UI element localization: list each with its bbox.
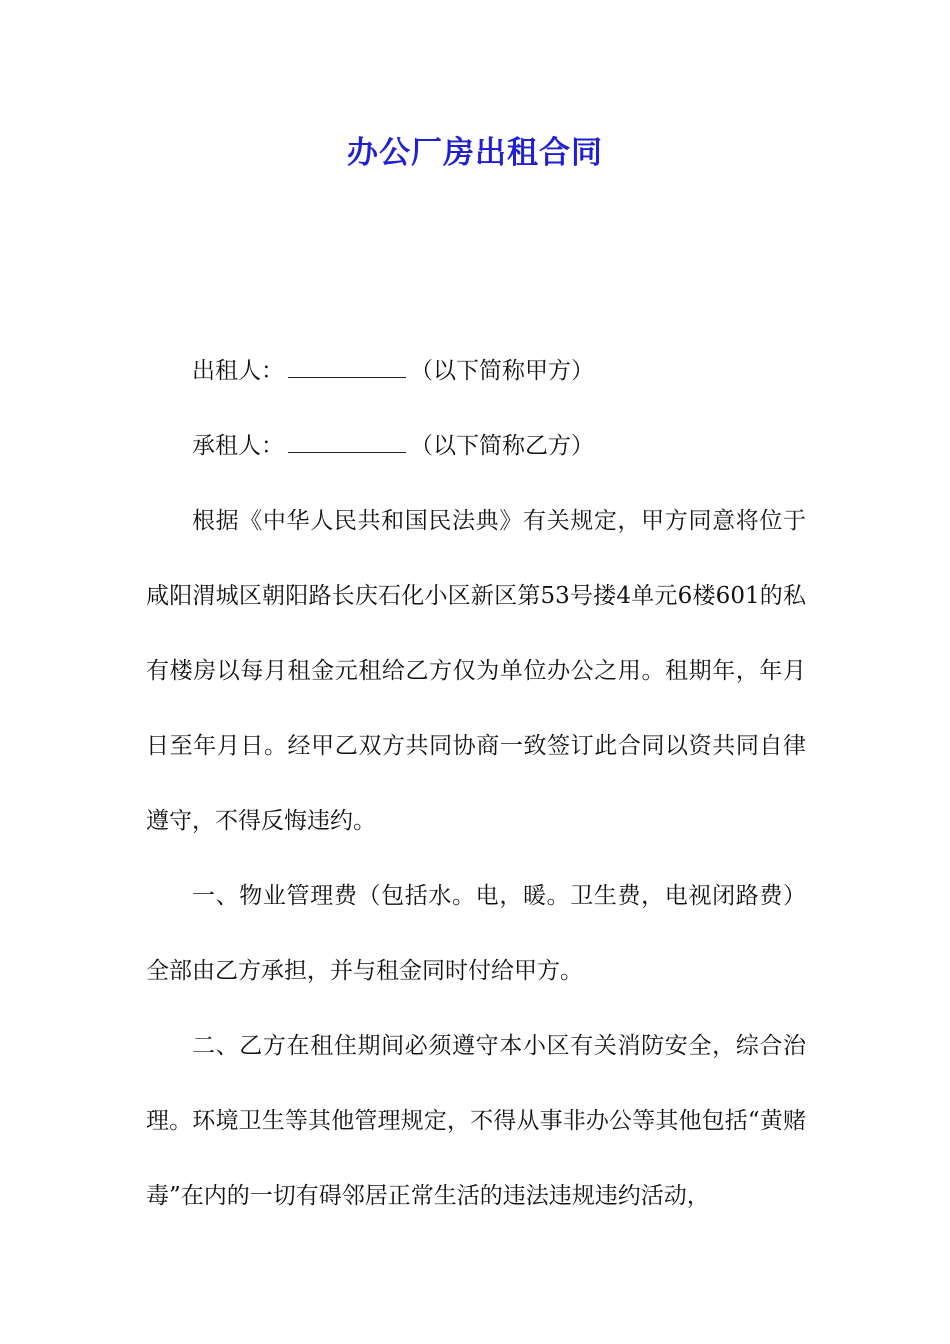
- lessee-label: 承租人：: [192, 433, 284, 459]
- document-body: [146, 334, 806, 1234]
- lessee-blank: [288, 432, 406, 453]
- paragraph-clause-2: 二、乙方在租住期间必须遵守本小区有关消防安全，综合治理。环境卫生等其他管理规定，不得从事非办公等其他包括“黄赌毒”在内的一切有碍邻居正常生活的违法违规违约活动，: [146, 1033, 806, 1209]
- lessee-line: [146, 409, 806, 484]
- document-title: 办公厂房出租合同: [347, 135, 603, 171]
- paragraph-clause-1: 一、物业管理费（包括水。电，暖。卫生费，电视闭路费）全部由乙方承担，并与租金同时付给甲方。: [146, 883, 806, 984]
- lessee-suffix: （以下简称乙方）: [410, 433, 594, 459]
- lessor-label: 出租人：: [192, 358, 284, 384]
- lessor-blank: [288, 357, 406, 378]
- paragraph-intro: 根据《中华人民共和国民法典》有关规定，甲方同意将位于咸阳渭城区朝阳路长庆石化小区新区第53号搂4单元6楼601的私有楼房以每月租金元租给乙方仅为单位办公之用。租期年，年月日至年月日。经甲乙双方共同协商一致签订此合同以资共同自律遵守，不得反悔违约。: [146, 508, 806, 834]
- lessor-line: [146, 334, 806, 409]
- lessor-suffix: （以下简称甲方）: [410, 358, 594, 384]
